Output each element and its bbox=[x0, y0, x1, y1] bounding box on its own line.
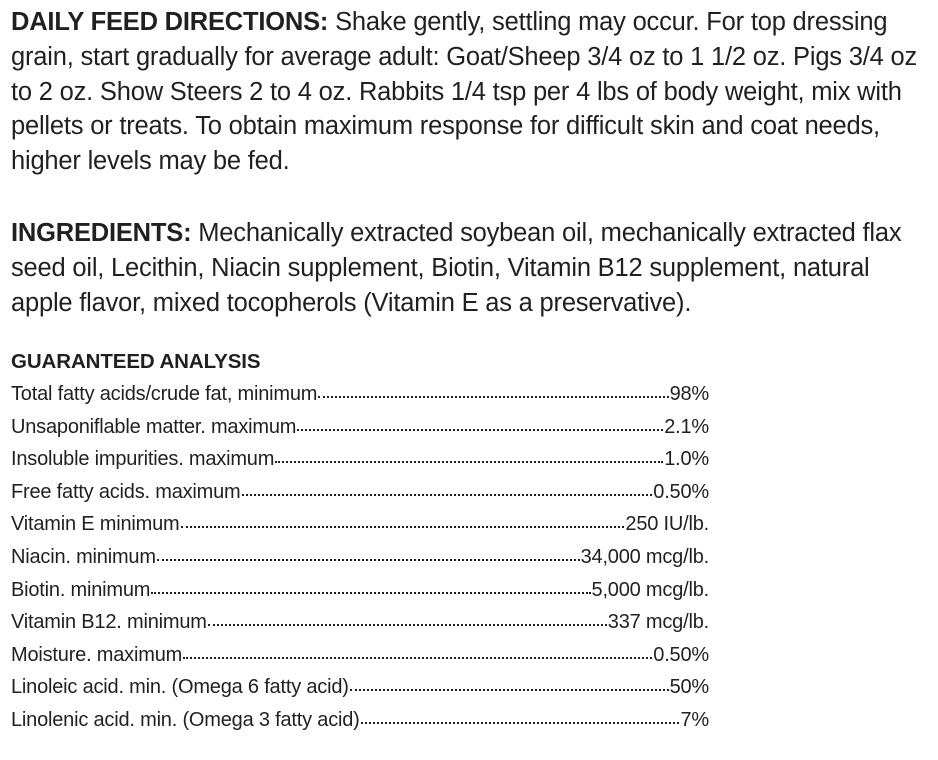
feed-directions-text: Shake gently, settling may occur. For top dressing grain, start gradually for average adult: Goat/Sheep 3/4 oz to 1 1/2 oz. Pigs 3/4 oz to 2 oz. Show Steers 2 to 4 oz. Rabbits 1/4 tsp per 4 lbs of body weight, mix with pellets or treats. To obtain maximum response for difficult skin and coat needs, higher levels may be fed. bbox=[11, 8, 918, 176]
dot-leader bbox=[361, 706, 680, 726]
analysis-row bbox=[11, 380, 709, 413]
ingredients-heading: INGREDIENTS: bbox=[11, 219, 192, 247]
dot-leader bbox=[350, 673, 669, 693]
analysis-row-label: Insoluble impurities. maximum bbox=[11, 448, 275, 471]
analysis-row-value: 7% bbox=[680, 708, 709, 731]
analysis-row bbox=[11, 641, 709, 674]
analysis-row-label: Total fatty acids/crude fat, minimum bbox=[11, 383, 318, 405]
analysis-row-value: 34,000 mcg/lb. bbox=[580, 545, 709, 568]
analysis-row-value: 98% bbox=[669, 383, 709, 405]
analysis-row bbox=[11, 445, 709, 478]
analysis-row-label: Linolenic acid. min. (Omega 3 fatty acid) bbox=[11, 708, 360, 731]
analysis-row-label: Free fatty acids. maximum bbox=[11, 480, 241, 503]
analysis-row-label: Moisture. maximum bbox=[11, 643, 183, 666]
analysis-row bbox=[11, 510, 709, 543]
dot-leader bbox=[181, 510, 625, 530]
analysis-row-label: Niacin. minimum bbox=[11, 545, 156, 568]
feed-directions-paragraph bbox=[11, 5, 926, 179]
feed-directions-heading: DAILY FEED DIRECTIONS: bbox=[11, 8, 329, 36]
analysis-row-label: Biotin. minimum bbox=[11, 578, 151, 601]
analysis-row bbox=[11, 608, 709, 641]
dot-leader bbox=[242, 478, 653, 498]
analysis-row bbox=[11, 576, 709, 609]
analysis-row-label: Unsaponiflable matter. maximum bbox=[11, 415, 297, 438]
guaranteed-analysis-title: GUARANTEED ANALYSIS bbox=[11, 350, 261, 373]
analysis-row bbox=[11, 673, 709, 706]
analysis-row-value: 0.50% bbox=[653, 643, 709, 666]
analysis-row-value: 250 IU/lb. bbox=[625, 513, 709, 536]
analysis-row-value: 2.1% bbox=[664, 415, 709, 438]
dot-leader bbox=[151, 576, 590, 596]
ingredients-paragraph bbox=[11, 216, 926, 320]
analysis-row bbox=[11, 543, 709, 576]
analysis-row-label: Vitamin E minimum bbox=[11, 513, 180, 536]
dot-leader bbox=[318, 380, 668, 400]
analysis-row bbox=[11, 478, 709, 511]
analysis-row bbox=[11, 413, 709, 446]
analysis-row-value: 0.50% bbox=[653, 480, 709, 503]
analysis-row-value: 1.0% bbox=[664, 448, 709, 471]
analysis-row-value: 50% bbox=[669, 676, 709, 699]
dot-leader bbox=[183, 641, 652, 661]
dot-leader bbox=[297, 413, 663, 433]
analysis-row-value: 337 mcg/lb. bbox=[607, 611, 709, 634]
guaranteed-analysis-table bbox=[11, 380, 709, 739]
analysis-row-label: Vitamin B12. minimum bbox=[11, 611, 207, 634]
dot-leader bbox=[208, 608, 607, 628]
analysis-row-label: Linoleic acid. min. (Omega 6 fatty acid) bbox=[11, 676, 349, 699]
analysis-row-value: 5,000 mcg/lb. bbox=[591, 578, 709, 601]
dot-leader bbox=[157, 543, 580, 563]
analysis-row bbox=[11, 706, 709, 739]
ingredients-text: Mechanically extracted soybean oil, mechanically extracted flax seed oil, Lecithin, Niacin supplement, Biotin, Vitamin B12 supplement, natural apple flavor, mixed tocopherols (Vitamin E as a preservative). bbox=[11, 219, 902, 317]
dot-leader bbox=[275, 445, 663, 465]
